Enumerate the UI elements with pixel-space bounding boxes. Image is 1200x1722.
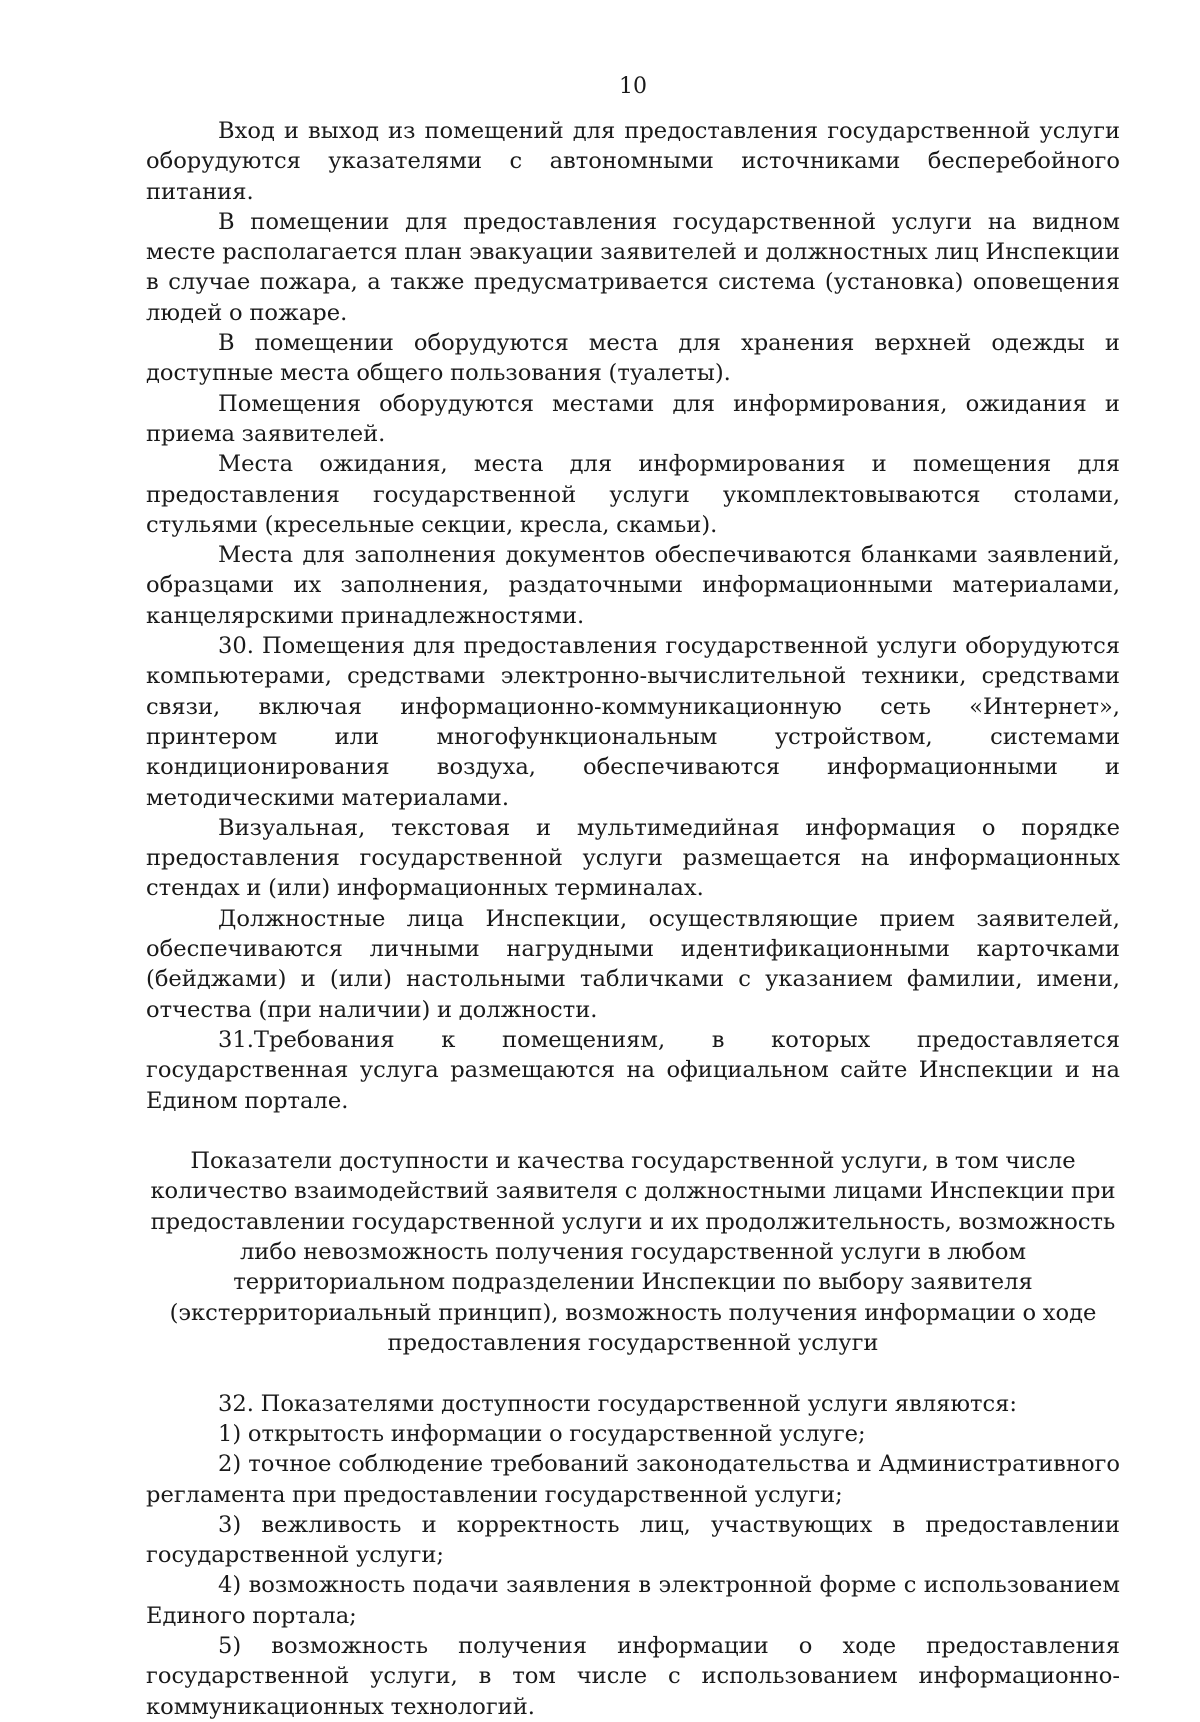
document-page — [146, 72, 1120, 1722]
page-number: 10 — [619, 74, 647, 99]
paragraph-document-forms: Места для заполнения документов обеспечиваются бланками заявлений, образцами их заполнения, раздаточными информационными материалами, канцелярскими принадлежностями. — [146, 542, 1120, 629]
list-item-3: 3) вежливость и корректность лиц, участвующих в предоставлении государственной услуги; — [146, 1511, 1120, 1569]
paragraph-entrance-exit: Вход и выход из помещений для предоставления государственной услуги оборудуются указателями с автономными источниками бесперебойного питания. — [146, 118, 1120, 205]
paragraph-waiting-places: Помещения оборудуются местами для информирования, ожидания и приема заявителей. — [146, 390, 1120, 447]
list-item-4: 4) возможность подачи заявления в электронной форме с использованием Единого портала; — [146, 1572, 1120, 1629]
section-heading: Показатели доступности и качества государственной услуги, в том числе количество взаимодействий заявителя с должностными лицами Инспекции при предоставлении государственной услуги и их продолжительность, возможность либо невозможность получения государственной услуги в любом территориальном подразделении Инспекции по выбору заявителя (экстерриториальный принцип), возможность получения информации о ходе предоставления государственной услуги — [150, 1147, 1116, 1357]
list-item-5: 5) возможность получения информации о ходе предоставления государственной услуги, в том числе с использованием информационно-коммуникационных технологий. — [146, 1633, 1120, 1720]
paragraph-item-30: 30. Помещения для предоставления государственной услуги оборудуются компьютерами, средствами электронно-вычислительной техники, средствами связи, включая информационно-коммуникационную сеть «Интернет», принтером или многофункциональным устройством, системами кондиционирования воздуха, обеспечиваются информационными и методическими материалами. — [146, 633, 1120, 811]
paragraph-furniture: Места ожидания, места для информирования и помещения для предоставления государственной услуги укомплектовываются столами, стульями (кресельные секции, кресла, скамьи). — [146, 451, 1120, 538]
paragraph-item-32: 32. Показателями доступности государственной услуги являются: — [218, 1390, 1018, 1417]
list-item-2: 2) точное соблюдение требований законодательства и Административного регламента при предоставлении государственной услуги; — [146, 1451, 1120, 1508]
paragraph-badges: Должностные лица Инспекции, осуществляющие прием заявителей, обеспечиваются личными нагрудными идентификационными карточками (бейджами) и (или) настольными табличками с указанием фамилии, имени, отчества (при наличии) и должности. — [146, 905, 1120, 1023]
paragraph-item-31: 31.Требования к помещениям, в которых предоставляется государственная услуга размещаются на официальном сайте Инспекции и на Едином портале. — [146, 1026, 1120, 1114]
paragraph-cloakroom: В помещении оборудуются места для хранения верхней одежды и доступные места общего пользования (туалеты). — [146, 330, 1120, 387]
list-item-1: 1) открытость информации о государственной услуге; — [218, 1420, 866, 1447]
paragraph-evacuation-plan: В помещении для предоставления государственной услуги на видном месте располагается план эвакуации заявителей и должностных лиц Инспекции в случае пожара, а также предусматривается система (установка) оповещения людей о пожаре. — [146, 208, 1120, 326]
paragraph-visual-information: Визуальная, текстовая и мультимедийная информация о порядке предоставления государственной услуги размещается на информационных стендах и (или) информационных терминалах. — [146, 814, 1120, 902]
